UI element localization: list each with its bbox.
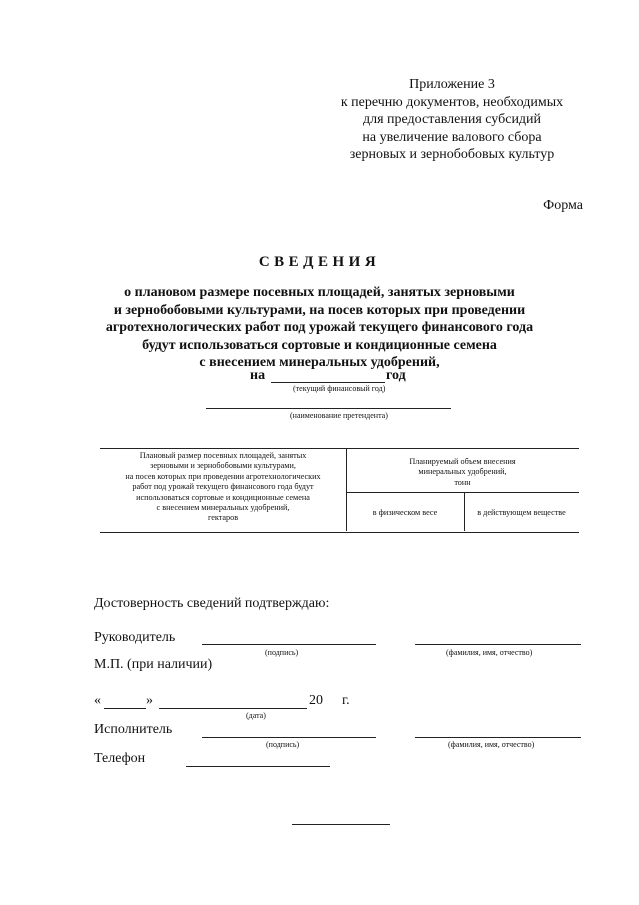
head-signature-field[interactable]	[202, 630, 376, 645]
executor-label: Исполнитель	[94, 722, 173, 737]
header-line: с внесением минеральных удобрений,	[156, 503, 290, 513]
header-line: зерновыми и зернобобовыми культурами,	[150, 461, 296, 471]
year-hint: (текущий финансовый год)	[293, 384, 386, 393]
data-table	[100, 448, 579, 533]
subtitle-line: о плановом размере посевных площадей, занятых зерновыми	[124, 285, 515, 300]
header-line: тонн	[454, 477, 471, 487]
confirmation-text: Достоверность сведений подтверждаю:	[94, 596, 330, 611]
date-hint: (дата)	[246, 711, 266, 720]
subtitle-line: с внесением минеральных удобрений,	[199, 355, 440, 370]
subtitle-line: агротехнологических работ под урожай текущего финансового года	[105, 320, 534, 335]
date-day-field[interactable]	[104, 694, 146, 709]
appendix-line: на увеличение валового сбора	[362, 129, 542, 145]
appendix-line: Приложение 3	[409, 77, 495, 92]
col-physical-weight-header: в физическом весе	[372, 508, 438, 517]
fio-hint: (фамилия, имя, отчество)	[446, 648, 533, 657]
date-open-quote: «	[94, 693, 101, 708]
date-year-prefix: 20	[309, 693, 323, 708]
date-close-quote: »	[146, 693, 153, 708]
col-planned-area-header	[100, 451, 346, 524]
header-line: Плановый размер посевных площадей, занятых	[139, 451, 307, 460]
col-fertilizer-header	[346, 457, 579, 488]
subtitle-line: и зернобобовыми культурами, на посев которых при проведении	[113, 302, 526, 318]
header-line: использоваться сортовые и кондиционные семена	[136, 492, 310, 502]
header-line: минеральных удобрений,	[418, 467, 507, 477]
applicant-field[interactable]	[206, 395, 451, 409]
header-line: работ под урожай текущего финансового года будут	[132, 482, 314, 492]
appendix-line: зерновых и зернобобовых культур	[349, 147, 555, 162]
form-label: Форма	[543, 198, 583, 213]
stamp-label: М.П. (при наличии)	[94, 657, 213, 672]
date-month-field[interactable]	[159, 694, 307, 709]
appendix-line: для предоставления субсидий	[362, 112, 542, 127]
applicant-hint: (наименование претендента)	[290, 411, 388, 420]
date-year-suffix: г.	[342, 693, 350, 708]
table-divider	[346, 492, 579, 493]
header-line: на посев которых при проведении агротехнологических	[125, 471, 321, 481]
signature-hint: (подпись)	[265, 648, 299, 657]
god-label: год	[386, 368, 406, 383]
col-active-substance-header: в действующем веществе	[477, 508, 566, 517]
fio-hint: (фамилия, имя, отчество)	[448, 740, 535, 749]
appendix-note	[322, 76, 582, 164]
head-label: Руководитель	[94, 630, 176, 645]
year-field[interactable]	[271, 367, 385, 383]
header-line: Планируемый объем внесения	[409, 457, 516, 466]
phone-label: Телефон	[94, 751, 146, 766]
signature-hint: (подпись)	[266, 740, 300, 749]
appendix-line: к перечню документов, необходимых	[340, 94, 564, 110]
header-line: гектаров	[207, 513, 239, 523]
document-subtitle	[90, 284, 549, 372]
footer-divider	[292, 824, 390, 825]
phone-field[interactable]	[186, 752, 330, 767]
head-fio-field[interactable]	[415, 630, 581, 645]
document-title: СВЕДЕНИЯ	[258, 254, 381, 270]
subtitle-line: будут использоваться сортовые и кондиционные семена	[142, 337, 497, 353]
executor-signature-field[interactable]	[202, 723, 376, 738]
executor-fio-field[interactable]	[415, 723, 581, 738]
na-label: на	[250, 368, 266, 383]
